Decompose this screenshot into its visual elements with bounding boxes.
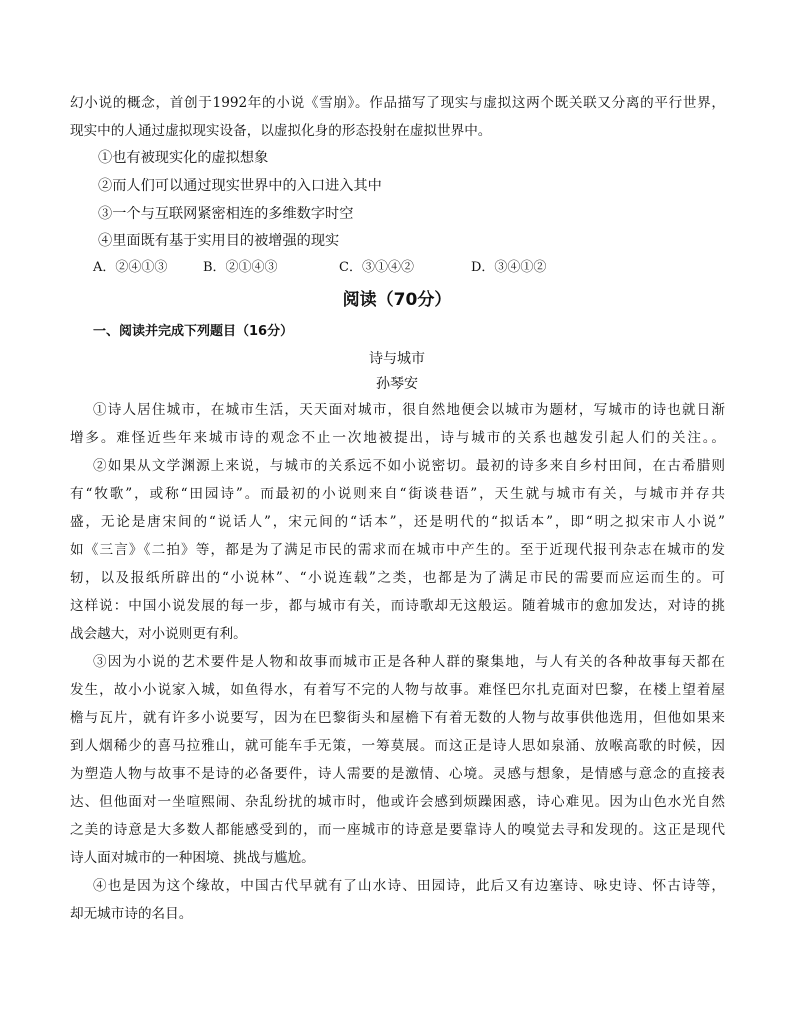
section-title: 阅读（70分） xyxy=(342,290,452,310)
article-line: 达、但他面对一坐喧熙闹、杂乱纷扰的城市时，他或许会感到烦躁困惑，诗心难见。因为山色水光自然 xyxy=(70,794,725,810)
article-line: 如《三言》《二拍》等，都是为了满足市民的需求而在城市中产生的。至于近现代报刊杂志在城市的发 xyxy=(70,542,725,558)
article-line: 这样说：中国小说发展的每一步，都与城市有关，而诗歌却无这般运。随着城市的愈加发达，对诗的挑 xyxy=(70,598,725,614)
option-3: ③一个与互联网紧密相连的多维数字时空 xyxy=(98,206,354,222)
article-line: 到人烟稀少的喜马拉雅山，就可能车手无策，一筹莫展。而这正是诗人思如泉涌、放喉高歌的时候，因 xyxy=(70,738,725,754)
article-line: 轫，以及报纸所辟出的“小说林”、“小说连载”之类，也都是为了满足市民的需要而应运而生的。可 xyxy=(70,570,725,586)
article-author: 孙琴安 xyxy=(376,376,418,392)
article-line: 有“牧歌”，或称“田园诗”。而最初的小说则来自“街谈巷语”，天生就与城市有关，与城市并存共 xyxy=(70,486,725,502)
choice-d: D．③④①② xyxy=(471,260,547,275)
article-line: ③因为小说的艺术要件是人物和故事而城市正是各种人群的聚集地，与人有关的各种故事每天都在 xyxy=(93,654,725,670)
option-2: ②而人们可以通过现实世界中的入口进入其中 xyxy=(98,178,382,194)
article-line: 檐与瓦片，就有许多小说要写，因为在巴黎街头和屋檐下有着无数的人物与故事供他选用，但他如果来 xyxy=(70,710,725,726)
question-heading: 一、阅读并完成下列题目（16分） xyxy=(93,324,294,339)
article-line: 为塑造人物与故事不是诗的必备要件，诗人需要的是激情、心境。灵感与想象，是情感与意念的直接表 xyxy=(70,766,725,782)
article-line: 却无城市诗的名目。 xyxy=(70,906,193,922)
option-1: ①也有被现实化的虚拟想象 xyxy=(98,150,269,166)
article-title: 诗与城市 xyxy=(369,351,425,367)
article-line: 发生，故小小说家入城，如鱼得水，有着写不完的人物与故事。难怪巴尔扎克面对巴黎，在楼上望着屋 xyxy=(70,682,725,698)
article-line: 诗人面对城市的一种困境、挑战与尴尬。 xyxy=(70,850,315,866)
choice-b: B．②①④③ xyxy=(203,260,278,275)
article-line: 战会越大，对小说则更有利。 xyxy=(70,626,247,642)
article-line: ②如果从文学渊源上来说，与城市的关系远不如小说密切。最初的诗多来自乡村田间，在古希腊则 xyxy=(93,458,725,474)
article-line: ①诗人居住城市，在城市生活，天天面对城市，很自然地便会以城市为题材，写城市的诗也就日渐 xyxy=(93,402,725,418)
option-4: ④里面既有基于实用目的被增强的现实 xyxy=(98,233,340,249)
intro-line-1: 幻小说的概念，首创于1992年的小说《雪崩》。作品描写了现实与虚拟这两个既关联又分离的平行世界， xyxy=(70,95,725,111)
article-line: 增多。难怪近些年来城市诗的观念不止一次地被提出，诗与城市的关系也越发引起人们的关注。。 xyxy=(70,430,725,446)
choice-a: A．②④①③ xyxy=(93,260,168,275)
intro-line-2: 现实中的人通过虚拟现实设备，以虚拟化身的形态投射在虚拟世界中。 xyxy=(70,123,492,139)
article-line: 之美的诗意是大多数人都能感受到的，而一座城市的诗意是要靠诗人的嗅觉去寻和发现的。这正是现代 xyxy=(70,822,725,838)
article-line: ④也是因为这个缘故，中国古代早就有了山水诗、田园诗，此后又有边塞诗、咏史诗、怀古诗等， xyxy=(93,878,725,894)
article-line: 盛，无论是唐宋间的“说话人”，宋元间的“话本”，还是明代的“拟话本”，即“明之拟宋市人小说” xyxy=(70,514,725,530)
choice-c: C．③①④② xyxy=(339,260,414,275)
